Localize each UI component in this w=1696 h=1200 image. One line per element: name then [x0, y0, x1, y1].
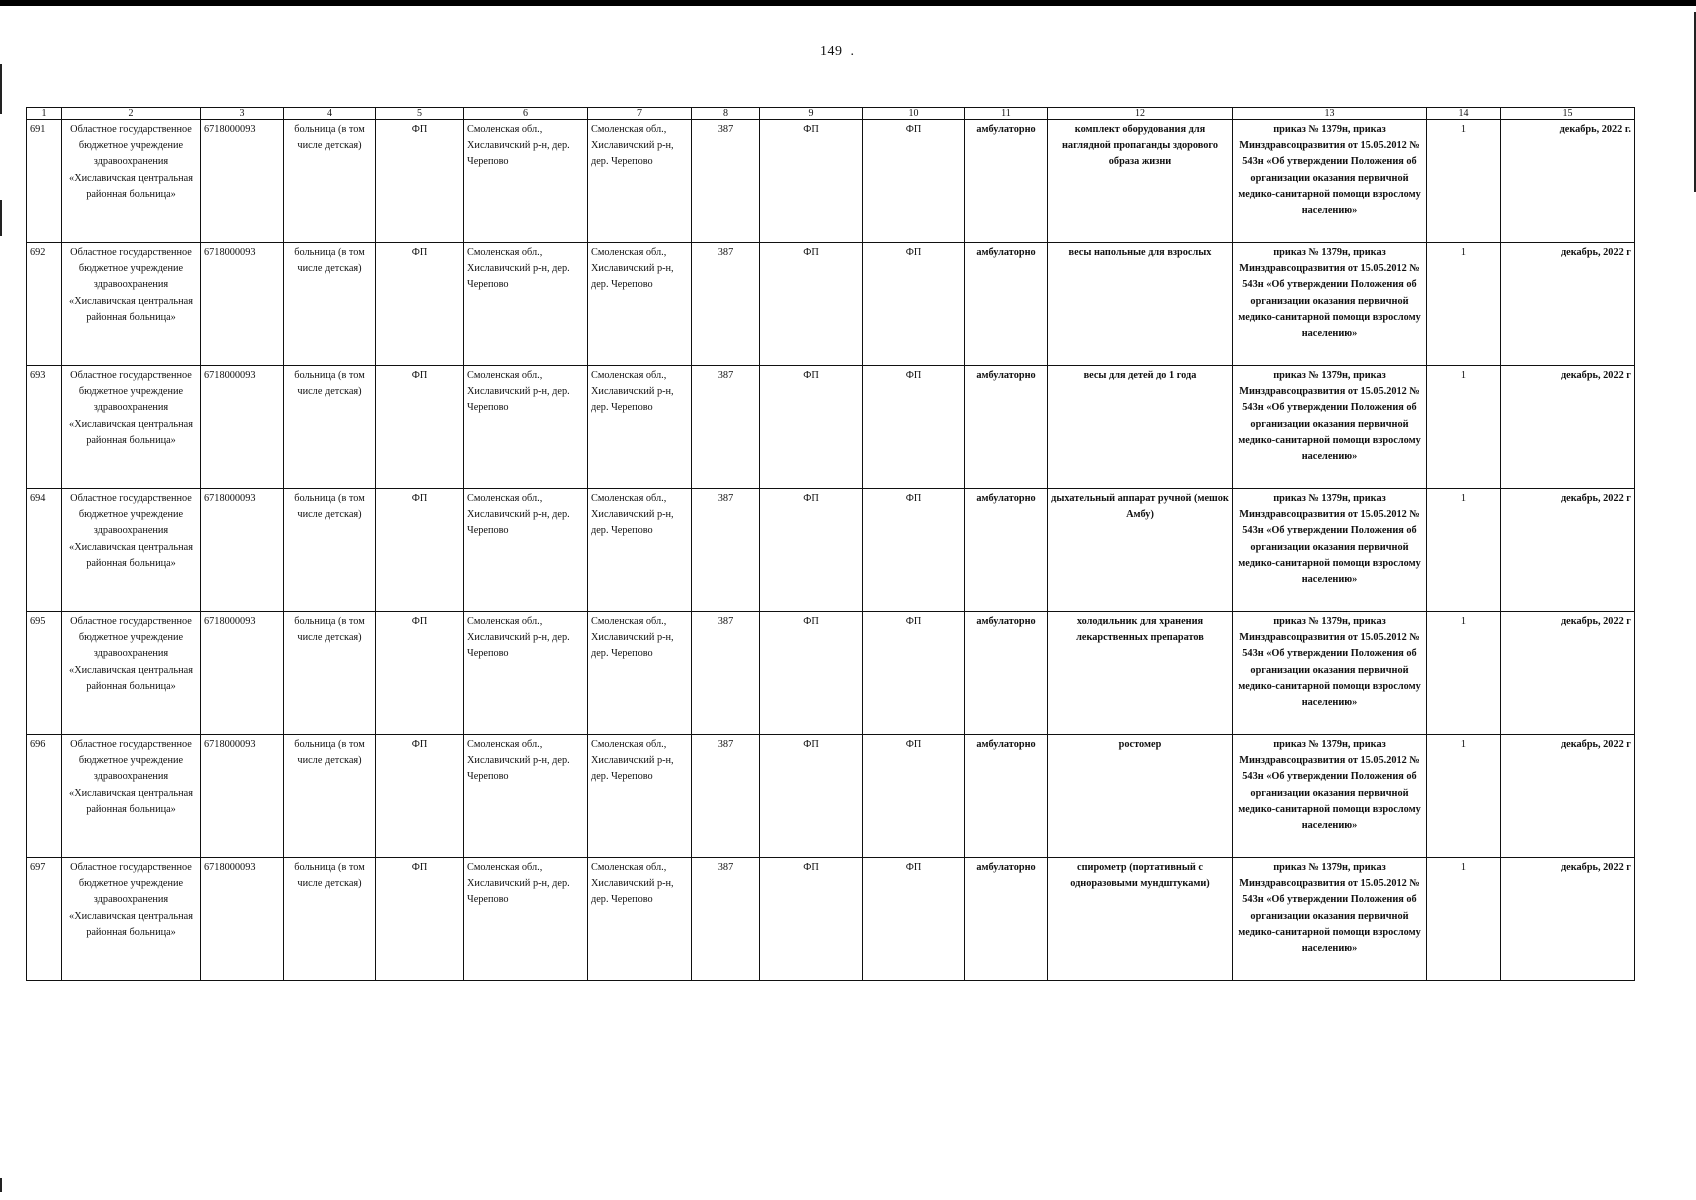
- date-cell: декабрь, 2022 г: [1501, 612, 1635, 735]
- unit-cell: ФП: [376, 735, 464, 858]
- value-cell: 387: [692, 120, 760, 243]
- column-header: 13: [1233, 108, 1427, 120]
- address-cell: Смоленская обл., Хиславичский р-н, дер. Черепово: [588, 612, 692, 735]
- code-cell: 6718000093: [201, 489, 284, 612]
- care-mode-cell: амбулаторно: [965, 858, 1048, 981]
- organization-cell: Областное государственное бюджетное учреждение здравоохранения «Хиславичская центральная районная больница»: [62, 735, 201, 858]
- equipment-table: [26, 107, 1635, 981]
- unit-cell: ФП: [863, 120, 965, 243]
- order-cell: приказ № 1379н, приказ Минздравсоцразвития от 15.05.2012 № 543н «Об утверждении Положения об организации оказания первичной медико-санитарной помощи взрослому населению»: [1233, 243, 1427, 366]
- date-cell: декабрь, 2022 г: [1501, 858, 1635, 981]
- code-cell: 6718000093: [201, 858, 284, 981]
- value-cell: 387: [692, 366, 760, 489]
- address-cell: Смоленская обл., Хиславичский р-н, дер. Черепово: [588, 120, 692, 243]
- column-header: 1: [27, 108, 62, 120]
- unit-cell: ФП: [863, 366, 965, 489]
- unit-cell: ФП: [863, 489, 965, 612]
- page-number: 149: [820, 44, 843, 59]
- row-number-cell: 696: [27, 735, 62, 858]
- unit-cell: ФП: [760, 612, 863, 735]
- organization-cell: Областное государственное бюджетное учреждение здравоохранения «Хиславичская центральная районная больница»: [62, 489, 201, 612]
- date-cell: декабрь, 2022 г: [1501, 489, 1635, 612]
- code-cell: 6718000093: [201, 243, 284, 366]
- care-mode-cell: амбулаторно: [965, 120, 1048, 243]
- column-header: 10: [863, 108, 965, 120]
- order-cell: приказ № 1379н, приказ Минздравсоцразвития от 15.05.2012 № 543н «Об утверждении Положения об организации оказания первичной медико-санитарной помощи взрослому населению»: [1233, 120, 1427, 243]
- quantity-cell: 1: [1427, 489, 1501, 612]
- unit-cell: ФП: [760, 120, 863, 243]
- equipment-cell: ростомер: [1048, 735, 1233, 858]
- column-header: 4: [284, 108, 376, 120]
- quantity-cell: 1: [1427, 735, 1501, 858]
- column-header: 5: [376, 108, 464, 120]
- unit-cell: ФП: [376, 366, 464, 489]
- value-cell: 387: [692, 489, 760, 612]
- equipment-cell: комплект оборудования для наглядной пропаганды здорового образа жизни: [1048, 120, 1233, 243]
- column-header: 3: [201, 108, 284, 120]
- order-cell: приказ № 1379н, приказ Минздравсоцразвития от 15.05.2012 № 543н «Об утверждении Положения об организации оказания первичной медико-санитарной помощи взрослому населению»: [1233, 489, 1427, 612]
- code-cell: 6718000093: [201, 735, 284, 858]
- unit-cell: ФП: [863, 243, 965, 366]
- quantity-cell: 1: [1427, 120, 1501, 243]
- column-header: 9: [760, 108, 863, 120]
- address-cell: Смоленская обл., Хиславичский р-н, дер. Черепово: [588, 858, 692, 981]
- column-header: 14: [1427, 108, 1501, 120]
- address-cell: Смоленская обл., Хиславичский р-н, дер. Черепово: [464, 612, 588, 735]
- care-mode-cell: амбулаторно: [965, 612, 1048, 735]
- column-header: 15: [1501, 108, 1635, 120]
- address-cell: Смоленская обл., Хиславичский р-н, дер. Черепово: [588, 243, 692, 366]
- organization-cell: Областное государственное бюджетное учреждение здравоохранения «Хиславичская центральная районная больница»: [62, 612, 201, 735]
- facility-type-cell: больница (в том числе детская): [284, 735, 376, 858]
- order-cell: приказ № 1379н, приказ Минздравсоцразвития от 15.05.2012 № 543н «Об утверждении Положения об организации оказания первичной медико-санитарной помощи взрослому населению»: [1233, 612, 1427, 735]
- address-cell: Смоленская обл., Хиславичский р-н, дер. Черепово: [464, 858, 588, 981]
- unit-cell: ФП: [863, 858, 965, 981]
- column-header: 12: [1048, 108, 1233, 120]
- care-mode-cell: амбулаторно: [965, 489, 1048, 612]
- scan-top-border: [0, 0, 1696, 6]
- address-cell: Смоленская обл., Хиславичский р-н, дер. Черепово: [588, 489, 692, 612]
- order-cell: приказ № 1379н, приказ Минздравсоцразвития от 15.05.2012 № 543н «Об утверждении Положения об организации оказания первичной медико-санитарной помощи взрослому населению»: [1233, 858, 1427, 981]
- table-row: [27, 858, 1635, 981]
- care-mode-cell: амбулаторно: [965, 366, 1048, 489]
- unit-cell: ФП: [760, 366, 863, 489]
- unit-cell: ФП: [760, 489, 863, 612]
- column-header: 7: [588, 108, 692, 120]
- facility-type-cell: больница (в том числе детская): [284, 858, 376, 981]
- row-number-cell: 695: [27, 612, 62, 735]
- facility-type-cell: больница (в том числе детская): [284, 366, 376, 489]
- address-cell: Смоленская обл., Хиславичский р-н, дер. Черепово: [464, 489, 588, 612]
- address-cell: Смоленская обл., Хиславичский р-н, дер. Черепово: [588, 735, 692, 858]
- table-body: [27, 120, 1635, 981]
- address-cell: Смоленская обл., Хиславичский р-н, дер. Черепово: [588, 366, 692, 489]
- column-header: 11: [965, 108, 1048, 120]
- unit-cell: ФП: [376, 489, 464, 612]
- column-header: 2: [62, 108, 201, 120]
- page-number-container: [820, 44, 855, 60]
- address-cell: Смоленская обл., Хиславичский р-н, дер. Черепово: [464, 243, 588, 366]
- equipment-cell: дыхательный аппарат ручной (мешок Амбу): [1048, 489, 1233, 612]
- scan-left-edge-mark: [0, 1178, 2, 1192]
- quantity-cell: 1: [1427, 243, 1501, 366]
- order-cell: приказ № 1379н, приказ Минздравсоцразвития от 15.05.2012 № 543н «Об утверждении Положения об организации оказания первичной медико-санитарной помощи взрослому населению»: [1233, 366, 1427, 489]
- unit-cell: ФП: [760, 858, 863, 981]
- equipment-cell: весы напольные для взрослых: [1048, 243, 1233, 366]
- table-row: [27, 489, 1635, 612]
- row-number-cell: 697: [27, 858, 62, 981]
- unit-cell: ФП: [760, 243, 863, 366]
- care-mode-cell: амбулаторно: [965, 243, 1048, 366]
- scan-left-edge-mark: [0, 64, 2, 114]
- column-header: 8: [692, 108, 760, 120]
- date-cell: декабрь, 2022 г: [1501, 735, 1635, 858]
- equipment-cell: спирометр (портативный с одноразовыми мундштуками): [1048, 858, 1233, 981]
- table-row: [27, 120, 1635, 243]
- unit-cell: ФП: [863, 735, 965, 858]
- date-cell: декабрь, 2022 г: [1501, 243, 1635, 366]
- code-cell: 6718000093: [201, 366, 284, 489]
- table-row: [27, 612, 1635, 735]
- unit-cell: ФП: [376, 120, 464, 243]
- facility-type-cell: больница (в том числе детская): [284, 612, 376, 735]
- table-row: [27, 243, 1635, 366]
- address-cell: Смоленская обл., Хиславичский р-н, дер. Черепово: [464, 120, 588, 243]
- table-row: [27, 366, 1635, 489]
- scan-left-edge-mark: [0, 200, 2, 236]
- facility-type-cell: больница (в том числе детская): [284, 120, 376, 243]
- row-number-cell: 694: [27, 489, 62, 612]
- unit-cell: ФП: [863, 612, 965, 735]
- table-row: [27, 735, 1635, 858]
- value-cell: 387: [692, 858, 760, 981]
- table-header: [27, 108, 1635, 120]
- page-number-suffix: .: [850, 44, 855, 59]
- facility-type-cell: больница (в том числе детская): [284, 489, 376, 612]
- unit-cell: ФП: [376, 612, 464, 735]
- row-number-cell: 691: [27, 120, 62, 243]
- quantity-cell: 1: [1427, 858, 1501, 981]
- code-cell: 6718000093: [201, 120, 284, 243]
- equipment-cell: весы для детей до 1 года: [1048, 366, 1233, 489]
- date-cell: декабрь, 2022 г.: [1501, 120, 1635, 243]
- column-header: 6: [464, 108, 588, 120]
- unit-cell: ФП: [760, 735, 863, 858]
- address-cell: Смоленская обл., Хиславичский р-н, дер. Черепово: [464, 735, 588, 858]
- facility-type-cell: больница (в том числе детская): [284, 243, 376, 366]
- quantity-cell: 1: [1427, 366, 1501, 489]
- row-number-cell: 693: [27, 366, 62, 489]
- address-cell: Смоленская обл., Хиславичский р-н, дер. Черепово: [464, 366, 588, 489]
- row-number-cell: 692: [27, 243, 62, 366]
- unit-cell: ФП: [376, 243, 464, 366]
- quantity-cell: 1: [1427, 612, 1501, 735]
- organization-cell: Областное государственное бюджетное учреждение здравоохранения «Хиславичская центральная районная больница»: [62, 120, 201, 243]
- equipment-cell: холодильник для хранения лекарственных препаратов: [1048, 612, 1233, 735]
- value-cell: 387: [692, 612, 760, 735]
- organization-cell: Областное государственное бюджетное учреждение здравоохранения «Хиславичская центральная районная больница»: [62, 243, 201, 366]
- value-cell: 387: [692, 735, 760, 858]
- order-cell: приказ № 1379н, приказ Минздравсоцразвития от 15.05.2012 № 543н «Об утверждении Положения об организации оказания первичной медико-санитарной помощи взрослому населению»: [1233, 735, 1427, 858]
- value-cell: 387: [692, 243, 760, 366]
- care-mode-cell: амбулаторно: [965, 735, 1048, 858]
- organization-cell: Областное государственное бюджетное учреждение здравоохранения «Хиславичская центральная районная больница»: [62, 858, 201, 981]
- date-cell: декабрь, 2022 г: [1501, 366, 1635, 489]
- column-number-row: [27, 108, 1635, 120]
- organization-cell: Областное государственное бюджетное учреждение здравоохранения «Хиславичская центральная районная больница»: [62, 366, 201, 489]
- code-cell: 6718000093: [201, 612, 284, 735]
- unit-cell: ФП: [376, 858, 464, 981]
